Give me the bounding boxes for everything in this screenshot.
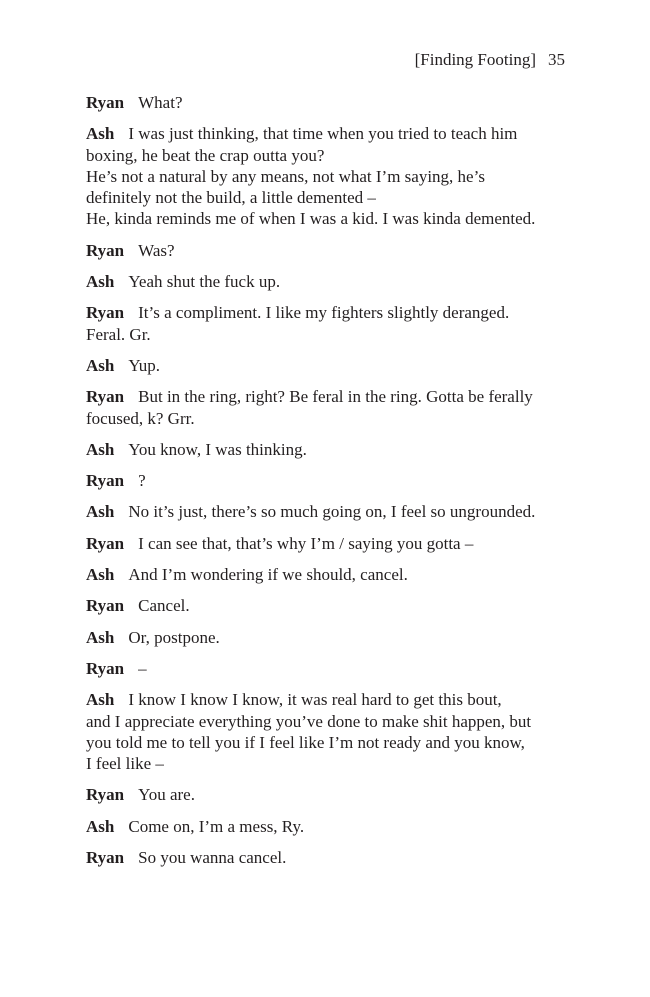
dialogue-line: I feel like –: [86, 754, 164, 774]
speech-block: [86, 533, 566, 554]
dialogue-line: No it’s just, there’s so much going on, I feel so ungrounded.: [128, 502, 536, 522]
speech-block: [86, 784, 566, 805]
speech-block: [86, 816, 566, 837]
speech-block: [86, 627, 566, 648]
speaker-name: Ryan: [86, 533, 125, 553]
dialogue-line: definitely not the build, a little demented –: [86, 188, 376, 208]
speech-block: [86, 302, 566, 345]
dialogue-line: –: [138, 658, 147, 678]
dialogue-line: You are.: [138, 785, 195, 805]
dialogue-line: So you wanna cancel.: [138, 848, 287, 868]
dialogue-line: Or, postpone.: [128, 627, 220, 647]
speech-block: [86, 271, 566, 292]
dialogue-line: And I’m wondering if we should, cancel.: [128, 565, 408, 585]
script-body: [86, 92, 566, 878]
speaker-name: Ryan: [86, 240, 125, 260]
speech-block: [86, 470, 566, 491]
speaker-name: Ash: [86, 816, 115, 836]
dialogue-line: Feral. Gr.: [86, 324, 151, 344]
speaker-name: Ash: [86, 627, 115, 647]
speaker-name: Ash: [86, 124, 115, 144]
speaker-name: Ryan: [86, 848, 125, 868]
speech-block: [86, 123, 566, 229]
dialogue-line: You know, I was thinking.: [128, 439, 307, 459]
running-title: [Finding Footing]: [414, 50, 536, 69]
speech-block: [86, 386, 566, 429]
speaker-name: Ash: [86, 439, 115, 459]
dialogue-line: It’s a compliment. I like my fighters slightly deranged.: [138, 303, 510, 323]
speech-block: [86, 355, 566, 376]
page-number: 35: [548, 50, 565, 69]
dialogue-line: Cancel.: [138, 596, 190, 616]
dialogue-line: But in the ring, right? Be feral in the ring. Gotta be ferally: [138, 387, 533, 407]
dialogue-line: and I appreciate everything you’ve done to make shit happen, but: [86, 711, 532, 731]
dialogue-line: I can see that, that’s why I’m / saying you gotta –: [138, 533, 474, 553]
dialogue-line: you told me to tell you if I feel like I’m not ready and you know,: [86, 732, 525, 752]
speech-block: [86, 658, 566, 679]
speech-block: [86, 689, 566, 774]
dialogue-line: focused, k? Grr.: [86, 408, 195, 428]
dialogue-line: Yeah shut the fuck up.: [128, 272, 281, 292]
speaker-name: Ash: [86, 565, 115, 585]
speech-block: [86, 564, 566, 585]
speaker-name: Ash: [86, 355, 115, 375]
dialogue-line: I know I know I know, it was real hard to get this bout,: [128, 690, 502, 710]
speaker-name: Ash: [86, 502, 115, 522]
speech-block: [86, 439, 566, 460]
speaker-name: Ash: [86, 272, 115, 292]
speech-block: [86, 501, 566, 522]
speaker-name: Ryan: [86, 303, 125, 323]
dialogue-line: Yup.: [128, 355, 161, 375]
dialogue-line: I was just thinking, that time when you tried to teach him: [128, 124, 518, 144]
speaker-name: Ryan: [86, 658, 125, 678]
dialogue-line: Come on, I’m a mess, Ry.: [128, 816, 305, 836]
speaker-name: Ryan: [86, 785, 125, 805]
speaker-name: Ryan: [86, 596, 125, 616]
speech-block: [86, 595, 566, 616]
dialogue-line: What?: [138, 93, 183, 112]
speaker-name: Ryan: [86, 471, 125, 491]
speaker-name: Ryan: [86, 387, 125, 407]
dialogue-line: boxing, he beat the crap outta you?: [86, 145, 325, 165]
speech-block: [86, 240, 566, 261]
dialogue-line: ?: [138, 471, 146, 491]
speech-block: [86, 847, 566, 868]
speaker-name: Ash: [86, 690, 115, 710]
dialogue-line: Was?: [138, 240, 175, 260]
dialogue-line: He, kinda reminds me of when I was a kid. I was kinda demented.: [86, 209, 536, 229]
speech-block: [86, 92, 566, 113]
dialogue-line: He’s not a natural by any means, not what I’m saying, he’s: [86, 166, 485, 186]
running-head: [415, 49, 565, 71]
speaker-name: Ryan: [86, 93, 125, 112]
